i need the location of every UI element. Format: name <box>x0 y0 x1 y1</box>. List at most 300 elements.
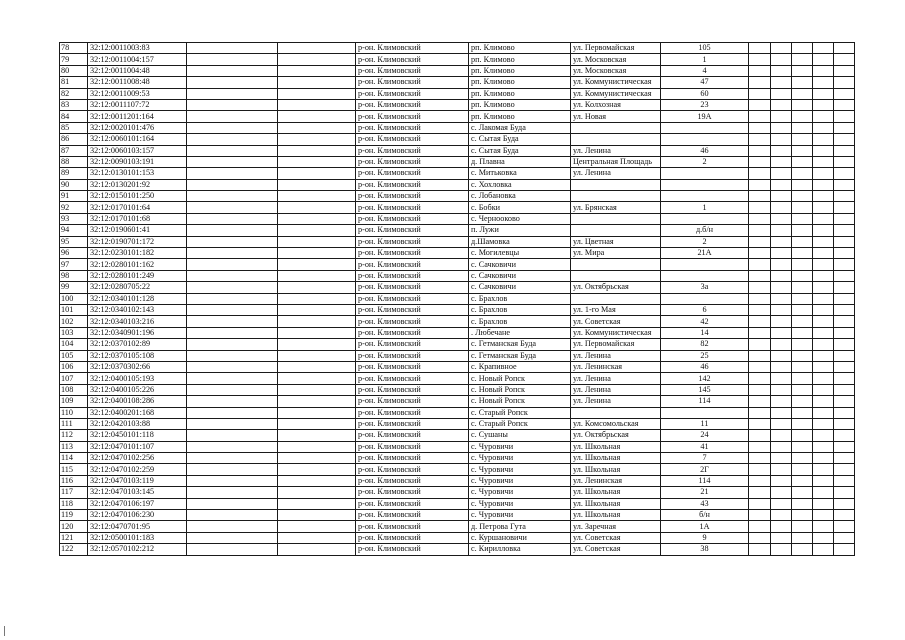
table-row <box>60 134 855 145</box>
house-number-cell: 2 <box>661 236 749 247</box>
blank-cell <box>771 282 792 293</box>
blank-cell <box>771 407 792 418</box>
blank-cell <box>834 134 855 145</box>
blank-cell <box>187 521 278 532</box>
settlement-cell: с. Старый Ропск <box>469 418 571 429</box>
blank-cell <box>813 453 834 464</box>
district-cell: р-он. Климовский <box>356 270 469 281</box>
cadastral-number-cell: 32:12:0470102:256 <box>88 453 187 464</box>
street-cell: ул. Брянская <box>571 202 661 213</box>
table-row <box>60 77 855 88</box>
row-number-cell: 81 <box>60 77 88 88</box>
street-cell <box>571 407 661 418</box>
house-number-cell <box>661 168 749 179</box>
blank-cell <box>771 293 792 304</box>
blank-cell <box>278 487 356 498</box>
cadastral-number-cell: 32:12:0470106:230 <box>88 510 187 521</box>
district-cell: р-он. Климовский <box>356 464 469 475</box>
cadastral-number-cell: 32:12:0190701:172 <box>88 236 187 247</box>
district-cell: р-он. Климовский <box>356 418 469 429</box>
house-number-cell: 60 <box>661 88 749 99</box>
house-number-cell: 142 <box>661 373 749 384</box>
blank-cell <box>792 88 813 99</box>
blank-cell <box>792 475 813 486</box>
blank-cell <box>813 510 834 521</box>
district-cell: р-он. Климовский <box>356 43 469 54</box>
blank-cell <box>771 544 792 555</box>
street-cell <box>571 134 661 145</box>
blank-cell <box>278 77 356 88</box>
blank-cell <box>749 145 771 156</box>
row-number-cell: 96 <box>60 248 88 259</box>
blank-cell <box>749 544 771 555</box>
district-cell: р-он. Климовский <box>356 487 469 498</box>
blank-cell <box>771 156 792 167</box>
blank-cell <box>813 373 834 384</box>
blank-cell <box>749 407 771 418</box>
settlement-cell: рп. Климово <box>469 88 571 99</box>
cadastral-number-cell: 32:12:0340102:143 <box>88 304 187 315</box>
table-row <box>60 270 855 281</box>
row-number-cell: 107 <box>60 373 88 384</box>
blank-cell <box>278 156 356 167</box>
blank-cell <box>187 270 278 281</box>
street-cell: ул. Школьная <box>571 453 661 464</box>
house-number-cell: 1 <box>661 202 749 213</box>
settlement-cell: д.Шамовка <box>469 236 571 247</box>
district-cell: р-он. Климовский <box>356 384 469 395</box>
district-cell: р-он. Климовский <box>356 156 469 167</box>
blank-cell <box>187 418 278 429</box>
table-row <box>60 54 855 65</box>
blank-cell <box>792 134 813 145</box>
row-number-cell: 78 <box>60 43 88 54</box>
blank-cell <box>278 145 356 156</box>
document-sheet <box>59 42 855 556</box>
blank-cell <box>187 453 278 464</box>
house-number-cell: 25 <box>661 350 749 361</box>
blank-cell <box>749 270 771 281</box>
street-cell: ул. Ленина <box>571 396 661 407</box>
blank-cell <box>771 487 792 498</box>
blank-cell <box>278 316 356 327</box>
district-cell: р-он. Климовский <box>356 225 469 236</box>
blank-cell <box>792 487 813 498</box>
blank-cell <box>278 441 356 452</box>
blank-cell <box>834 282 855 293</box>
blank-cell <box>771 430 792 441</box>
blank-cell <box>771 510 792 521</box>
settlement-cell: с. Сачковичи <box>469 259 571 270</box>
cadastral-number-cell: 32:12:0011004:157 <box>88 54 187 65</box>
table-body <box>60 43 855 556</box>
row-number-cell: 114 <box>60 453 88 464</box>
blank-cell <box>749 350 771 361</box>
blank-cell <box>834 88 855 99</box>
blank-cell <box>792 350 813 361</box>
street-cell: ул. Школьная <box>571 498 661 509</box>
cadastral-table <box>59 42 855 556</box>
blank-cell <box>771 316 792 327</box>
street-cell <box>571 259 661 270</box>
blank-cell <box>749 77 771 88</box>
blank-cell <box>749 134 771 145</box>
blank-cell <box>771 339 792 350</box>
row-number-cell: 116 <box>60 475 88 486</box>
blank-cell <box>187 145 278 156</box>
blank-cell <box>813 122 834 133</box>
table-row <box>60 487 855 498</box>
blank-cell <box>278 475 356 486</box>
blank-cell <box>813 236 834 247</box>
settlement-cell: рп. Климово <box>469 99 571 110</box>
district-cell: р-он. Климовский <box>356 168 469 179</box>
blank-cell <box>813 293 834 304</box>
blank-cell <box>771 236 792 247</box>
blank-cell <box>813 430 834 441</box>
blank-cell <box>278 88 356 99</box>
blank-cell <box>187 544 278 555</box>
row-number-cell: 101 <box>60 304 88 315</box>
blank-cell <box>792 441 813 452</box>
house-number-cell: 9 <box>661 532 749 543</box>
table-row <box>60 202 855 213</box>
table-row <box>60 191 855 202</box>
blank-cell <box>278 248 356 259</box>
settlement-cell: с. Новый Ропск <box>469 384 571 395</box>
blank-cell <box>187 384 278 395</box>
blank-cell <box>771 259 792 270</box>
blank-cell <box>834 498 855 509</box>
blank-cell <box>813 316 834 327</box>
blank-cell <box>792 396 813 407</box>
district-cell: р-он. Климовский <box>356 202 469 213</box>
district-cell: р-он. Климовский <box>356 361 469 372</box>
row-number-cell: 111 <box>60 418 88 429</box>
table-row <box>60 248 855 259</box>
blank-cell <box>187 361 278 372</box>
row-number-cell: 105 <box>60 350 88 361</box>
blank-cell <box>792 213 813 224</box>
settlement-cell: рп. Климово <box>469 54 571 65</box>
blank-cell <box>187 43 278 54</box>
blank-cell <box>187 407 278 418</box>
blank-cell <box>813 145 834 156</box>
house-number-cell: 6 <box>661 304 749 315</box>
table-row <box>60 464 855 475</box>
street-cell: ул. Новая <box>571 111 661 122</box>
blank-cell <box>749 248 771 259</box>
district-cell: р-он. Климовский <box>356 293 469 304</box>
blank-cell <box>771 441 792 452</box>
row-number-cell: 93 <box>60 213 88 224</box>
district-cell: р-он. Климовский <box>356 65 469 76</box>
house-number-cell: 1 <box>661 54 749 65</box>
blank-cell <box>813 361 834 372</box>
blank-cell <box>278 521 356 532</box>
cadastral-number-cell: 32:12:0280705:22 <box>88 282 187 293</box>
house-number-cell <box>661 270 749 281</box>
cadastral-number-cell: 32:12:0011004:48 <box>88 65 187 76</box>
district-cell: р-он. Климовский <box>356 498 469 509</box>
blank-cell <box>834 304 855 315</box>
cadastral-number-cell: 32:12:0130201:92 <box>88 179 187 190</box>
table-row <box>60 168 855 179</box>
blank-cell <box>813 407 834 418</box>
settlement-cell: с. Брахлов <box>469 316 571 327</box>
blank-cell <box>278 43 356 54</box>
blank-cell <box>792 202 813 213</box>
row-number-cell: 90 <box>60 179 88 190</box>
blank-cell <box>771 77 792 88</box>
row-number-cell: 79 <box>60 54 88 65</box>
row-number-cell: 115 <box>60 464 88 475</box>
house-number-cell: 105 <box>661 43 749 54</box>
blank-cell <box>187 430 278 441</box>
blank-cell <box>792 373 813 384</box>
blank-cell <box>278 464 356 475</box>
settlement-cell: с. Сушаны <box>469 430 571 441</box>
blank-cell <box>813 487 834 498</box>
house-number-cell: 114 <box>661 396 749 407</box>
street-cell <box>571 293 661 304</box>
blank-cell <box>771 99 792 110</box>
blank-cell <box>749 191 771 202</box>
blank-cell <box>771 248 792 259</box>
cadastral-number-cell: 32:12:0011107:72 <box>88 99 187 110</box>
cadastral-number-cell: 32:12:0470101:107 <box>88 441 187 452</box>
cadastral-number-cell: 32:12:0170101:64 <box>88 202 187 213</box>
house-number-cell: 2 <box>661 156 749 167</box>
row-number-cell: 119 <box>60 510 88 521</box>
blank-cell <box>749 236 771 247</box>
row-number-cell: 88 <box>60 156 88 167</box>
cadastral-number-cell: 32:12:0470102:259 <box>88 464 187 475</box>
blank-cell <box>749 304 771 315</box>
row-number-cell: 104 <box>60 339 88 350</box>
street-cell: ул. Московская <box>571 54 661 65</box>
blank-cell <box>792 316 813 327</box>
blank-cell <box>749 396 771 407</box>
row-number-cell: 102 <box>60 316 88 327</box>
row-number-cell: 87 <box>60 145 88 156</box>
blank-cell <box>187 168 278 179</box>
settlement-cell: с. Сачковичи <box>469 282 571 293</box>
blank-cell <box>834 270 855 281</box>
district-cell: р-он. Климовский <box>356 282 469 293</box>
district-cell: р-он. Климовский <box>356 179 469 190</box>
blank-cell <box>792 464 813 475</box>
district-cell: р-он. Климовский <box>356 248 469 259</box>
settlement-cell: рп. Климово <box>469 111 571 122</box>
blank-cell <box>278 407 356 418</box>
blank-cell <box>278 270 356 281</box>
scan-margin-mark <box>4 626 5 636</box>
blank-cell <box>187 134 278 145</box>
settlement-cell: с. Чуровичи <box>469 510 571 521</box>
blank-cell <box>834 441 855 452</box>
blank-cell <box>749 384 771 395</box>
blank-cell <box>771 304 792 315</box>
row-number-cell: 106 <box>60 361 88 372</box>
blank-cell <box>771 179 792 190</box>
row-number-cell: 92 <box>60 202 88 213</box>
blank-cell <box>278 122 356 133</box>
blank-cell <box>187 77 278 88</box>
cadastral-number-cell: 32:12:0470103:119 <box>88 475 187 486</box>
blank-cell <box>792 418 813 429</box>
house-number-cell <box>661 259 749 270</box>
cadastral-number-cell: 32:12:0280101:249 <box>88 270 187 281</box>
cadastral-number-cell: 32:12:0450101:118 <box>88 430 187 441</box>
settlement-cell: с. Кирилловка <box>469 544 571 555</box>
blank-cell <box>278 99 356 110</box>
district-cell: р-он. Климовский <box>356 77 469 88</box>
blank-cell <box>749 43 771 54</box>
table-row <box>60 384 855 395</box>
blank-cell <box>278 191 356 202</box>
blank-cell <box>834 521 855 532</box>
blank-cell <box>792 453 813 464</box>
table-row <box>60 521 855 532</box>
blank-cell <box>749 259 771 270</box>
blank-cell <box>749 54 771 65</box>
cadastral-number-cell: 32:12:0500101:183 <box>88 532 187 543</box>
district-cell: р-он. Климовский <box>356 544 469 555</box>
blank-cell <box>749 339 771 350</box>
cadastral-number-cell: 32:12:0280101:162 <box>88 259 187 270</box>
table-row <box>60 339 855 350</box>
blank-cell <box>187 487 278 498</box>
blank-cell <box>792 430 813 441</box>
district-cell: р-он. Климовский <box>356 54 469 65</box>
settlement-cell: с. Чернооково <box>469 213 571 224</box>
district-cell: р-он. Климовский <box>356 373 469 384</box>
row-number-cell: 95 <box>60 236 88 247</box>
house-number-cell: 7 <box>661 453 749 464</box>
table-row <box>60 65 855 76</box>
district-cell: р-он. Климовский <box>356 191 469 202</box>
blank-cell <box>278 168 356 179</box>
settlement-cell: с. Новый Ропск <box>469 373 571 384</box>
street-cell: ул. Колхозная <box>571 99 661 110</box>
blank-cell <box>278 430 356 441</box>
blank-cell <box>813 168 834 179</box>
street-cell: ул. 1-го Мая <box>571 304 661 315</box>
blank-cell <box>278 111 356 122</box>
blank-cell <box>187 510 278 521</box>
district-cell: р-он. Климовский <box>356 213 469 224</box>
row-number-cell: 120 <box>60 521 88 532</box>
blank-cell <box>834 248 855 259</box>
house-number-cell <box>661 407 749 418</box>
street-cell: ул. Коммунистическая <box>571 327 661 338</box>
settlement-cell: с. Гетманская Буда <box>469 339 571 350</box>
house-number-cell: д.б/н <box>661 225 749 236</box>
blank-cell <box>749 327 771 338</box>
house-number-cell: 43 <box>661 498 749 509</box>
blank-cell <box>813 88 834 99</box>
settlement-cell: с. Сытая Буда <box>469 134 571 145</box>
blank-cell <box>749 122 771 133</box>
blank-cell <box>834 293 855 304</box>
house-number-cell: 4 <box>661 65 749 76</box>
table-row <box>60 259 855 270</box>
blank-cell <box>771 145 792 156</box>
table-row <box>60 350 855 361</box>
settlement-cell: с. Сачковичи <box>469 270 571 281</box>
blank-cell <box>813 384 834 395</box>
blank-cell <box>187 304 278 315</box>
blank-cell <box>813 418 834 429</box>
blank-cell <box>278 339 356 350</box>
blank-cell <box>749 361 771 372</box>
blank-cell <box>813 259 834 270</box>
blank-cell <box>834 259 855 270</box>
blank-cell <box>278 532 356 543</box>
blank-cell <box>813 327 834 338</box>
settlement-cell: рп. Климово <box>469 43 571 54</box>
cadastral-number-cell: 32:12:0090103:191 <box>88 156 187 167</box>
street-cell: ул. Ленина <box>571 384 661 395</box>
blank-cell <box>834 396 855 407</box>
blank-cell <box>771 168 792 179</box>
blank-cell <box>834 77 855 88</box>
blank-cell <box>834 316 855 327</box>
blank-cell <box>792 156 813 167</box>
street-cell: ул. Школьная <box>571 487 661 498</box>
street-cell: ул. Мира <box>571 248 661 259</box>
blank-cell <box>813 304 834 315</box>
blank-cell <box>813 532 834 543</box>
blank-cell <box>187 65 278 76</box>
table-row <box>60 373 855 384</box>
street-cell: ул. Школьная <box>571 441 661 452</box>
blank-cell <box>792 77 813 88</box>
blank-cell <box>792 145 813 156</box>
blank-cell <box>813 270 834 281</box>
house-number-cell: 11 <box>661 418 749 429</box>
blank-cell <box>834 122 855 133</box>
blank-cell <box>792 191 813 202</box>
blank-cell <box>834 213 855 224</box>
blank-cell <box>813 339 834 350</box>
blank-cell <box>749 225 771 236</box>
blank-cell <box>749 521 771 532</box>
street-cell: ул. Советская <box>571 532 661 543</box>
blank-cell <box>749 213 771 224</box>
blank-cell <box>792 122 813 133</box>
house-number-cell: 24 <box>661 430 749 441</box>
blank-cell <box>834 156 855 167</box>
street-cell <box>571 213 661 224</box>
table-row <box>60 430 855 441</box>
district-cell: р-он. Климовский <box>356 134 469 145</box>
row-number-cell: 84 <box>60 111 88 122</box>
blank-cell <box>771 202 792 213</box>
table-row <box>60 453 855 464</box>
blank-cell <box>187 316 278 327</box>
row-number-cell: 94 <box>60 225 88 236</box>
blank-cell <box>278 202 356 213</box>
blank-cell <box>278 179 356 190</box>
cadastral-number-cell: 32:12:0400201:168 <box>88 407 187 418</box>
row-number-cell: 99 <box>60 282 88 293</box>
blank-cell <box>749 532 771 543</box>
street-cell: ул. Советская <box>571 544 661 555</box>
blank-cell <box>771 327 792 338</box>
blank-cell <box>792 532 813 543</box>
